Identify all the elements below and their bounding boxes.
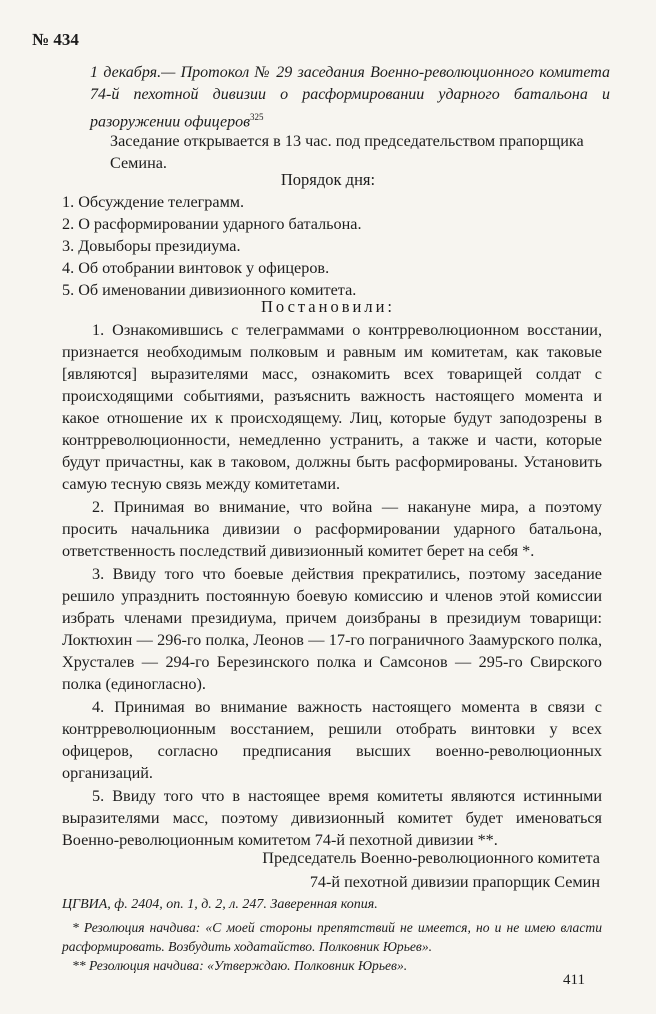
resolution-paragraph: 4. Принимая во внимание важность настоящего момента в связи с контрреволюционным восстанием, решили отобрать винтовки у всех офицеров, согласно предписания высших военно-революционных организаций. [62,698,602,782]
footnote: ** Резолюция начдива: «Утверждаю. Полковник Юрьев». [72,958,408,973]
heading-text: 1 декабря.— Протокол № 29 заседания Военно-революционного комитета 74-й пехотной дивизии о расформировании ударного батальона и разоружении офицеров [90,64,610,131]
agenda-item: 4. Об отобрании винтовок у офицеров. [62,259,330,277]
opening-paragraph: Заседание открывается в 13 час. под председательством прапорщика Семина. [110,132,584,172]
resolution-paragraph: 2. Принимая во внимание, что война — накануне мира, а поэтому просить начальника дивизии о расформировании ударного батальона, ответственность последствий дивизионный комитет берет на себя *. [62,498,602,560]
page-number: 411 [563,972,585,988]
resolution-paragraph: 1. Ознакомившись с телеграммами о контрреволюционном восстании, признается необходимым полковым и равным им комитетам, как таковые [являются] выразителями масс, ознакомить всех товарищей солдат с происходящими событиями, разъяснить важность настоящего момента и какое отношение их к происходящему. Лиц, которые будут заподозрены в контрреволюционности, немедленно устранить, а также и части, которые будут причастны, как в таковом, должны быть расформированы. Установить самую тесную связь между комитетами. [62,321,602,493]
agenda-item: 1. Обсуждение телеграмм. [62,193,245,211]
signature-line-2: 74-й пехотной дивизии прапорщик Семин [309,873,600,891]
signature-block [62,846,600,894]
resolution-paragraph: 5. Ввиду того что в настоящее время комитеты являются истинными выразителями масс, поэтому дивизионный комитет будет именоваться Военно-революционным комитетом 74-й пехотной дивизии **. [62,787,602,849]
footnotes [62,918,602,975]
agenda-list [62,191,602,301]
resolution-paragraph: 3. Ввиду того что боевые действия прекратились, поэтому заседание решило упразднить постоянную боевую комиссию и членов этой комиссии избрать членами президиума, причем доизбраны в президиум товарищи: Локтюхин — 296-го полка, Леонов — 17-го пограничного Заамурского полка, Хрусталев — 294-го Березинского полка и Самсонов — 295-го Свирского полка (единогласно). [62,565,602,693]
agenda-item: 5. Об именовании дивизионного комитета. [62,281,357,299]
archive-reference: ЦГВИА, ф. 2404, оп. 1, д. 2, л. 247. Заверенная копия. [62,897,378,912]
agenda-title: Порядок дня: [280,170,376,189]
resolutions [62,319,602,852]
resolved-title: Постановили: [261,297,395,316]
signature-line-1: Председатель Военно-революционного комитета [262,849,600,867]
agenda-item: 3. Довыборы президиума. [62,237,241,255]
document-heading [90,62,610,133]
footnote: * Резолюция начдива: «С моей стороны препятствий не имеется, но и не имею власти расформировать. Возбудить ходатайство. Полковник Юрьев». [62,920,602,954]
agenda-item: 2. О расформировании ударного батальона. [62,215,362,233]
document-number: № 434 [32,30,79,49]
heading-note-ref: 325 [250,112,264,122]
